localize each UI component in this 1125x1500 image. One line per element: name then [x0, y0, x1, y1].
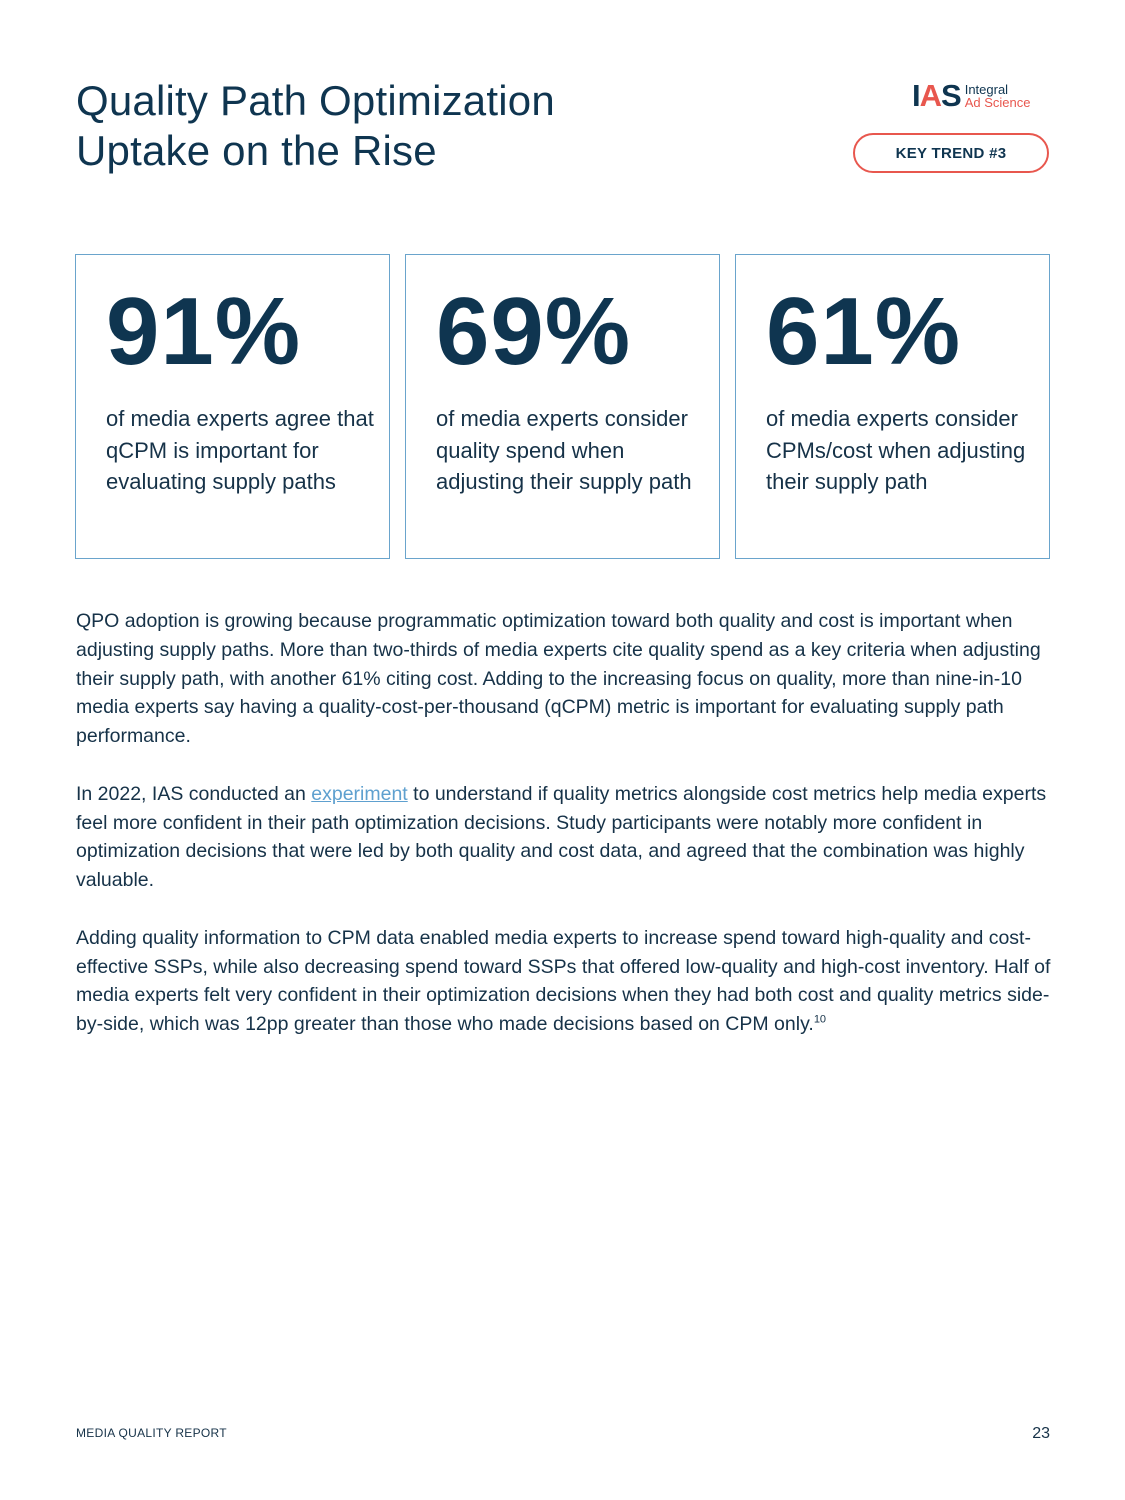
logo-letter-a: A [919, 78, 942, 113]
stat-card-qcpm [75, 254, 390, 559]
page-number: 23 [1032, 1425, 1050, 1442]
ias-logo [912, 80, 1030, 112]
footnote-reference: 10 [813, 1013, 827, 1026]
page-title-line-2: Uptake on the Rise [76, 127, 437, 174]
stat-value: 61% [766, 278, 962, 385]
page-title-line-1: Quality Path Optimization [76, 77, 555, 124]
paragraph-experiment: In 2022, IAS conducted an experiment to understand if quality metrics alongside cost metrics help media experts feel more confident in their path optimization decisions. Study participants were notably more confident in optimization decisions that were led by both quality and cost data, and agreed that the combination was highly valuable. [76, 782, 1047, 892]
logo-text-line-1: Integral [964, 82, 1009, 97]
stat-card-cpm-cost [735, 254, 1050, 559]
stat-description: of media experts consider quality spend when adjusting their supply path [436, 406, 692, 494]
stat-value: 69% [436, 278, 632, 385]
ias-logo-text [965, 83, 1031, 109]
stat-value: 91% [106, 278, 302, 385]
body-text [76, 607, 1051, 1068]
logo-text-line-2: Ad Science [964, 95, 1031, 110]
paragraph-qpo-adoption: QPO adoption is growing because programmatic optimization toward both quality and cost is important when adjusting supply paths. More than two-thirds of media experts cite quality spend as a key criteria when adjusting their supply path, with another 61% citing cost. Adding to the increasing focus on quality, more than nine-in-10 media experts say having a quality-cost-per-thousand (qCPM) metric is important for evaluating supply path performance. [76, 610, 1041, 748]
experiment-link[interactable]: experiment [311, 782, 408, 805]
logo-letter-i: I [912, 78, 920, 113]
page-title [76, 76, 555, 176]
stat-card-quality-spend [405, 254, 720, 559]
logo-letter-s: S [941, 78, 961, 113]
key-trend-badge: KEY TREND #3 [853, 133, 1049, 173]
paragraph-quality-info: Adding quality information to CPM data enabled media experts to increase spend toward high-quality and cost-effective SSPs, while also decreasing spend toward SSPs that offered low-quality and high-cost inventory. Half of media experts felt very confident in their optimization decisions when they had both cost and quality metrics side-by-side, which was 12pp greater than those who made decisions based on CPM only.$^{10}$ [76, 926, 1051, 1036]
footer-report-name: MEDIA QUALITY REPORT [76, 1426, 227, 1440]
ias-logo-mark [912, 80, 961, 112]
stat-description: of media experts agree that qCPM is important for evaluating supply paths [106, 406, 374, 494]
stat-description: of media experts consider CPMs/cost when adjusting their supply path [766, 406, 1026, 494]
